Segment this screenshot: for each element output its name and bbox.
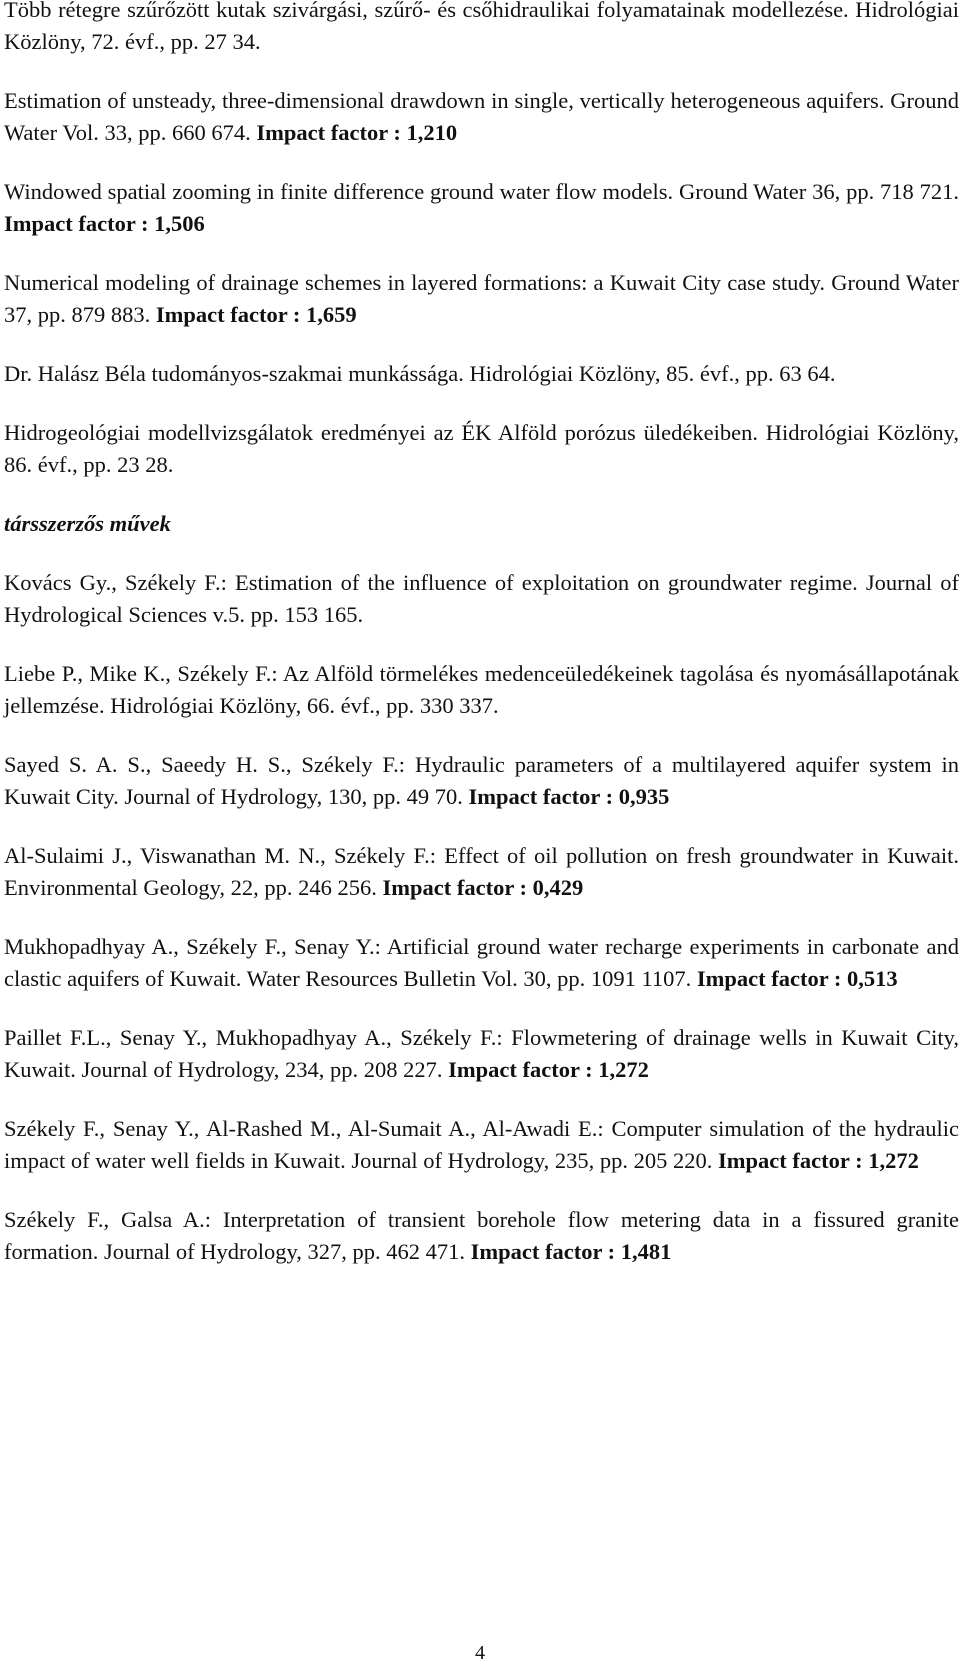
impact-factor: Impact factor : 0,429: [382, 875, 584, 900]
publication-entry-5: [4, 358, 960, 390]
impact-factor: Impact factor : 1,506: [4, 211, 205, 236]
coauthored-entry-4: [4, 840, 960, 904]
publication-list: [4, 0, 960, 1268]
impact-factor: Impact factor : 1,659: [155, 302, 357, 327]
publication-citation: Liebe P., Mike K., Székely F.: Az Alföld törmelékes medenceüledékeinek tagolása és nyomásállapotának jellemzése. Hidrológiai Közlöny, 66. évf., pp. 330 337.: [4, 661, 959, 718]
impact-factor: Impact factor : 1,272: [448, 1057, 649, 1082]
publication-citation: Al-Sulaimi J., Viswanathan M. N., Székely F.: Effect of oil pollution on fresh groundwater in Kuwait. Environmental Geology, 22, pp. 246 256.: [4, 843, 959, 900]
coauthored-entry-1: [4, 567, 960, 631]
publication-entry-3: [4, 176, 960, 240]
publication-citation: Kovács Gy., Székely F.: Estimation of the influence of exploitation on groundwater regime. Journal of Hydrological Sciences v.5. pp. 153 165.: [4, 570, 959, 627]
impact-factor: Impact factor : 1,481: [470, 1239, 672, 1264]
publication-citation: Mukhopadhyay A., Székely F., Senay Y.: Artificial ground water recharge experiments in carbonate and clastic aquifers of Kuwait. Water Resources Bulletin Vol. 30, pp. 1091 1107.: [4, 934, 959, 991]
publication-citation: Numerical modeling of drainage schemes in layered formations: a Kuwait City case study. Ground Water 37, pp. 879 883.: [4, 270, 959, 327]
publication-entry-4: [4, 267, 960, 331]
publication-entry-1: [4, 0, 960, 58]
impact-factor: Impact factor : 0,513: [696, 966, 898, 991]
publication-citation: Windowed spatial zooming in finite difference ground water flow models. Ground Water 36, pp. 718 721.: [4, 179, 959, 204]
publication-citation: Több rétegre szűrőzött kutak szivárgási, szűrő- és csőhidraulikai folyamatainak modellezése. Hidrológiai Közlöny, 72. évf., pp. 27 34.: [4, 0, 959, 54]
impact-factor: Impact factor : 1,272: [718, 1148, 919, 1173]
impact-factor: Impact factor : 0,935: [468, 784, 670, 809]
publication-citation: Paillet F.L., Senay Y., Mukhopadhyay A., Székely F.: Flowmetering of drainage wells in Kuwait City, Kuwait. Journal of Hydrology, 234, pp. 208 227.: [4, 1025, 959, 1082]
publication-entry-6: [4, 417, 960, 481]
publication-citation: Dr. Halász Béla tudományos-szakmai munkássága. Hidrológiai Közlöny, 85. évf., pp. 63 64.: [4, 361, 836, 386]
page-number: 4: [475, 1642, 485, 1664]
publication-citation: Sayed S. A. S., Saeedy H. S., Székely F.: Hydraulic parameters of a multilayered aquifer system in Kuwait City. Journal of Hydrology, 130, pp. 49 70.: [4, 752, 959, 809]
coauthored-entry-5: [4, 931, 960, 995]
coauthored-entry-2: [4, 658, 960, 722]
publication-entry-2: [4, 85, 960, 149]
coauthored-entry-7: [4, 1113, 960, 1177]
coauthored-entry-8: [4, 1204, 960, 1268]
publication-citation: Estimation of unsteady, three-dimensional drawdown in single, vertically heterogeneous aquifers. Ground Water Vol. 33, pp. 660 674.: [4, 88, 959, 145]
coauthored-entry-6: [4, 1022, 960, 1086]
coauthored-entry-3: [4, 749, 960, 813]
section-heading: társszerzős művek: [4, 511, 171, 536]
publication-citation: Székely F., Galsa A.: Interpretation of transient borehole flow metering data in a fissured granite formation. Journal of Hydrology, 327, pp. 462 471.: [4, 1207, 959, 1264]
publication-citation: Hidrogeológiai modellvizsgálatok eredményei az ÉK Alföld porózus üledékeiben. Hidrológiai Közlöny, 86. évf., pp. 23 28.: [4, 420, 959, 477]
publication-citation: Székely F., Senay Y., Al-Rashed M., Al-Sumait A., Al-Awadi E.: Computer simulation of the hydraulic impact of water well fields in Kuwait. Journal of Hydrology, 235, pp. 205 220.: [4, 1116, 959, 1173]
impact-factor: Impact factor : 1,210: [256, 120, 458, 145]
